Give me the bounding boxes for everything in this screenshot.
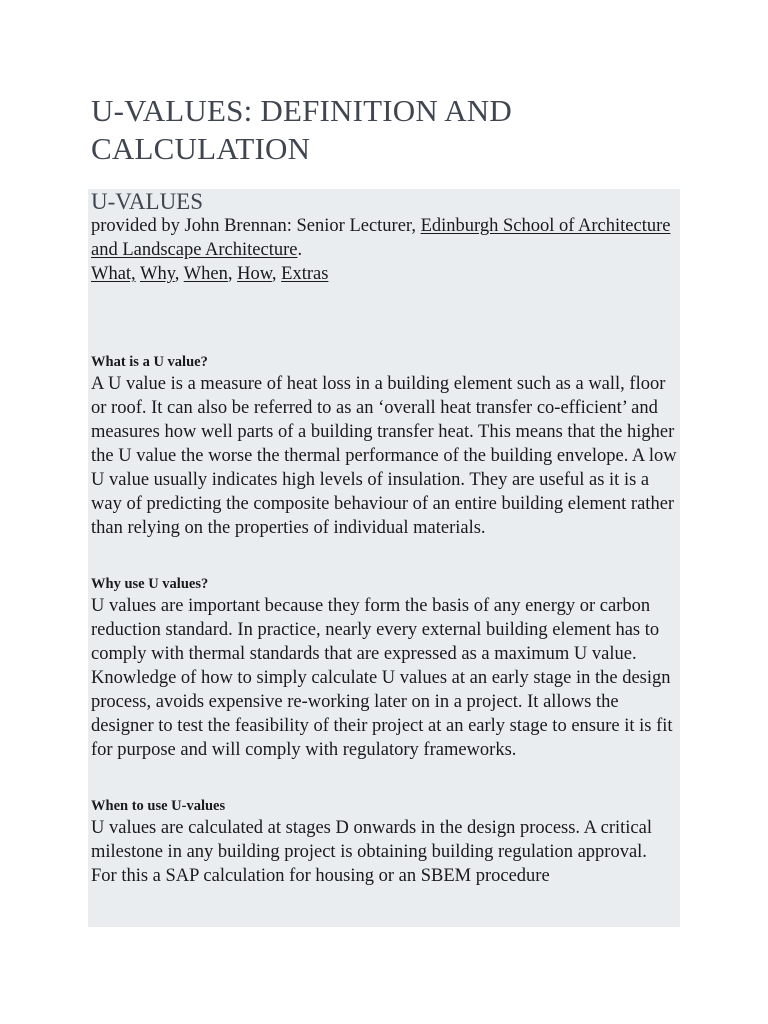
section-title: U-VALUES: [91, 189, 204, 214]
nav-link-how[interactable]: How: [237, 264, 272, 284]
nav-link-extras[interactable]: Extras: [281, 264, 329, 284]
section-body-why: U values are important because they form the basis of any energy or carbon reduction standard. In practice, nearly every external building element has to comply with thermal standards that are expressed as a maximum U value. Knowledge of how to simply calculate U values at an early stage in the design process, avoids expensive re-working later on in a project. It allows the designer to test the feasibility of their project at an early stage to ensure it is fit for purpose and will comply with regulatory frameworks.: [91, 596, 673, 760]
section-when: [91, 796, 677, 888]
nav-separator: ,: [227, 264, 238, 284]
attribution-prefix: provided by John Brennan: Senior Lecturer,: [91, 216, 421, 236]
section-body-what: A U value is a measure of heat loss in a building element such as a wall, floor or roof. It can also be referred to as an ‘overall heat transfer co-efficient’ and measures how well parts of a building transfer heat. This means that the higher the U value the worse the thermal performance of the building envelope. A low U value usually indicates high levels of insulation. They are useful as it is a way of predicting the composite behaviour of an entire building element rather than relying on the properties of individual materials.: [91, 374, 677, 538]
nav-link-when[interactable]: When: [183, 264, 228, 284]
section-what: [91, 352, 677, 540]
section-heading-when: When to use U-values: [91, 798, 226, 814]
section-heading-what: What is a U value?: [91, 354, 208, 370]
section-body-when: U values are calculated at stages D onwards in the design process. A critical milestone in any building project is obtaining building regulation approval. For this a SAP calculation for housing or an SBEM procedure: [91, 818, 652, 886]
nav-link-what[interactable]: What,: [91, 264, 136, 284]
content-panel: [88, 189, 680, 927]
nav-separator: ,: [174, 264, 184, 284]
attribution-suffix: .: [297, 240, 303, 260]
nav-link-why[interactable]: Why: [139, 264, 175, 284]
section-nav: [91, 262, 677, 286]
page-title: U-VALUES: DEFINITION AND CALCULATION: [91, 93, 512, 166]
section-why: [91, 574, 677, 762]
school-link[interactable]: Edinburgh School of Architecture and Landscape Architecture: [91, 216, 671, 260]
nav-separator: ,: [271, 264, 282, 284]
section-heading-why: Why use U values?: [91, 576, 209, 592]
attribution: [91, 214, 677, 262]
